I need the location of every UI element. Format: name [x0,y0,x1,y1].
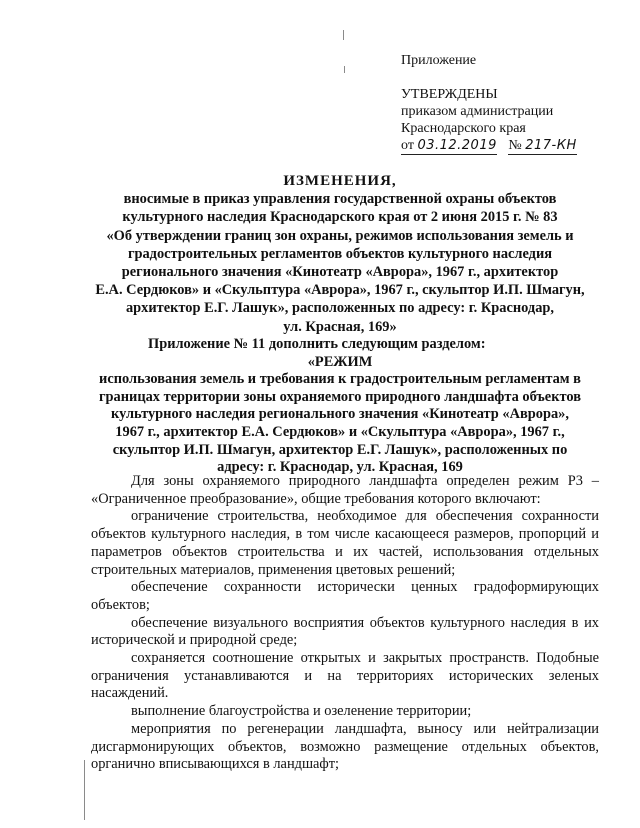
heading-line: архитектор Е.Г. Лашук», расположенных по адресу: г. Краснодар, [125,300,554,317]
body-paragraph: сохраняется соотношение открытых и закрытых пространств. Подобные ограничения устанавливаются и на территориях исторических зеленых насаждений. [91,650,599,702]
section-intro: Приложение № 11 дополнить следующим разделом: [148,336,486,352]
section-line: 1967 г., архитектор Е.А. Сердюков» и «Скульптура «Аврора», 1967 г., [115,423,565,440]
section-line: использования земель и требования к градостроительным регламентам в [99,371,581,388]
heading-line: регионального значения «Кинотеатр «Аврора», 1967 г., архитектор [121,264,559,281]
approved-label: УТВЕРЖДЕНЫ [401,87,498,102]
number-prefix: № [508,138,522,153]
approval-line-2: Краснодарского края [401,121,526,136]
body-paragraph: мероприятия по регенерации ландшафта, выносу или нейтрализации дисгармонирующих объектов, возможно размещение отдельных объектов, органично вписывающихся в ландшафт; [91,720,599,773]
heading-line: Е.А. Сердюков» и «Скульптура «Аврора», 1967 г., скульптор И.П. Шмагун, [95,282,585,299]
body-paragraph: обеспечение сохранности исторически ценных градоформирующих объектов; [91,579,599,613]
date-handwritten: 03.12.2019 [417,138,497,153]
scan-mark-top [343,30,344,40]
body-paragraph: выполнение благоустройства и озеленение территории; [131,703,472,720]
changes-title: ИЗМЕНЕНИЯ, [283,173,397,189]
heading-line: градостроительных регламентов объектов культурного наследия [127,245,553,262]
heading-line: культурного наследия Краснодарского края от 2 июня 2015 г. № 83 [122,209,558,226]
heading-line: ул. Красная, 169» [283,318,397,335]
date-prefix: от [401,138,414,153]
section-line: адресу: г. Краснодар, ул. Красная, 169 [217,459,463,476]
section-line: культурного наследия регионального значения «Кинотеатр «Аврора», [111,406,569,423]
changes-heading [90,172,590,336]
approval-line-1: приказом администрации [401,104,554,119]
approval-date-line [401,137,577,155]
heading-line: «Об утверждении границ зон охраны, режимов использования земель и [106,227,574,244]
section-line: границах территории зоны охраняемого природного ландшафта объектов [99,388,581,405]
body-paragraph: обеспечение визуального восприятия объектов культурного наследия в их исторической и природной среде; [91,614,599,649]
appendix-label: Приложение [401,53,477,68]
heading-line: вносимые в приказ управления государственной охраны объектов [123,191,557,208]
number-handwritten: 217-КН [525,138,577,153]
scan-mark-left [84,760,85,820]
body-paragraph: ограничение строительства, необходимое для обеспечения сохранности объектов культурного наследия, в том числе касающееся размеров, пропорций и параметров объектов строительства и их частей, использования отдельных строительных материалов, применения цветовых решений; [91,508,599,578]
body-paragraph: Для зоны охраняемого природного ландшафта определен режим Р3 – «Ограниченное преобразование», общие требования которого включают: [91,473,599,507]
approval-block [401,52,577,155]
regime-title: «РЕЖИМ [307,353,373,370]
body-text [91,473,599,774]
scan-mark-top-2 [344,66,345,73]
regime-section-heading [90,336,590,477]
section-line: скульптор И.П. Шмагун, архитектор Е.Г. Лашук», расположенных по [112,441,568,458]
